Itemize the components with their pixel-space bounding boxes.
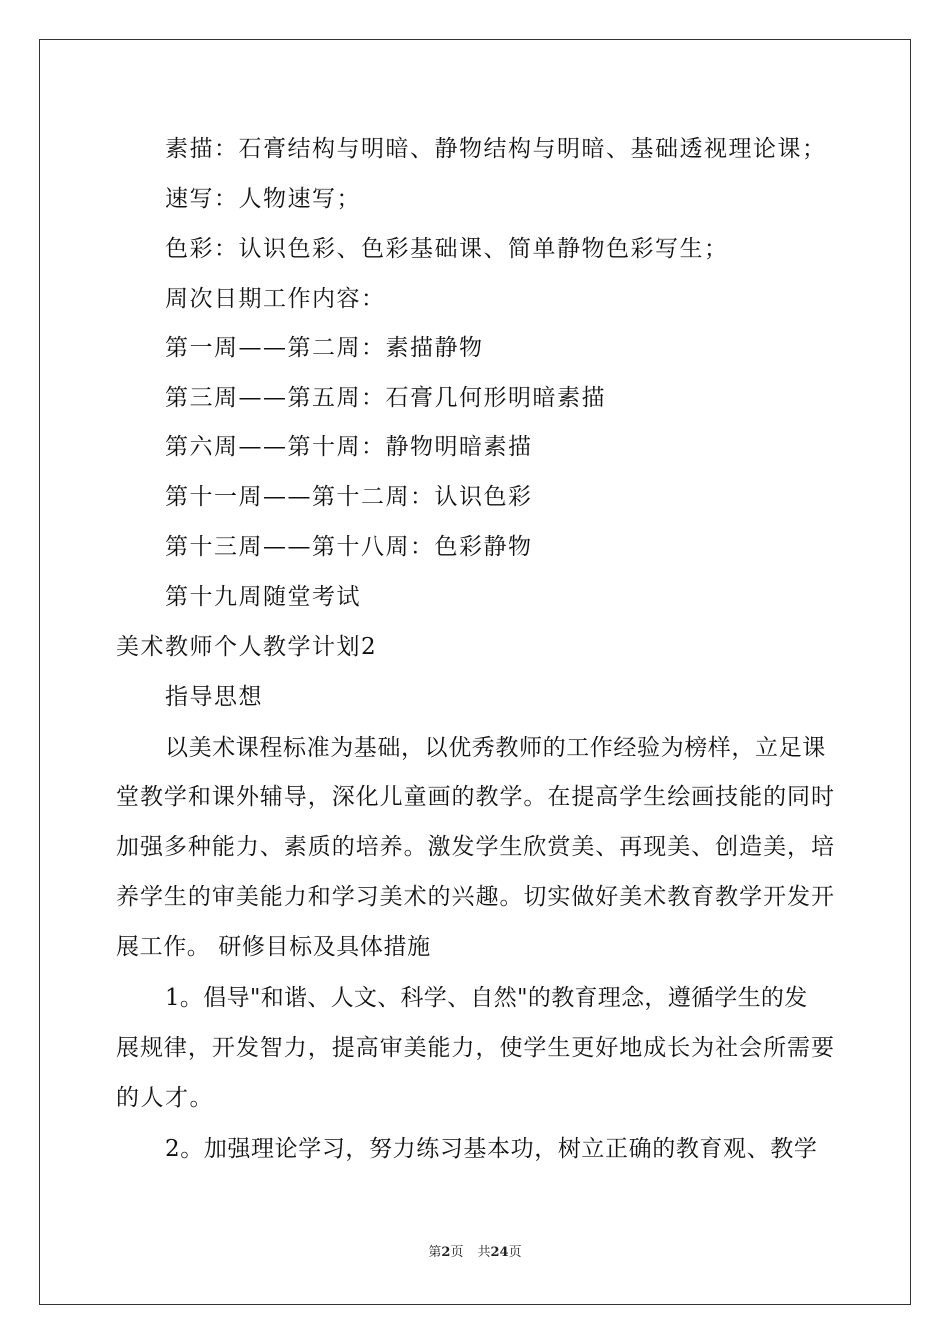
total-prefix: 共 <box>477 1245 491 1260</box>
text-line: 第十九周随堂考试 <box>165 584 361 610</box>
paragraph-line: 加强多种能力、素质的培养。激发学生欣赏美、再现美、创造美，培 <box>116 834 834 860</box>
page-prefix: 第 <box>428 1245 442 1260</box>
page-suffix: 页 <box>450 1245 464 1260</box>
paragraph-line: 以美术课程标准为基础，以优秀教师的工作经验为榜样，立足课 <box>165 735 826 761</box>
total-pages: 24 <box>490 1245 509 1260</box>
text-line: 第一周——第二周：素描静物 <box>165 335 484 361</box>
list-item-line: 2。加强理论学习，努力练习基本功，树立正确的教育观、教学 <box>165 1136 818 1162</box>
list-item-line: 1。倡导"和谐、人文、科学、自然"的教育理念，遵循学生的发 <box>165 985 808 1011</box>
list-item-line: 展规律，开发智力，提高审美能力，使学生更好地成长为社会所需要 <box>116 1035 834 1061</box>
text-line: 第十三周——第十八周：色彩静物 <box>165 534 533 560</box>
text-line: 周次日期工作内容： <box>165 286 386 312</box>
subheading: 指导思想 <box>165 684 263 710</box>
list-item-line: 的人才。 <box>116 1085 214 1111</box>
text-line: 第十一周——第十二周：认识色彩 <box>165 484 533 510</box>
text-line: 第六周——第十周：静物明暗素描 <box>165 434 533 460</box>
text-line: 速写：人物速写； <box>165 186 361 212</box>
text-line: 色彩：认识色彩、色彩基础课、简单静物色彩写生； <box>165 236 729 262</box>
section-title: 美术教师个人教学计划2 <box>116 634 378 660</box>
paragraph-line: 展工作。 研修目标及具体措施 <box>116 934 431 960</box>
page-footer <box>0 1245 950 1261</box>
paragraph-line: 堂教学和课外辅导，深化儿童画的教学。在提高学生绘画技能的同时 <box>116 784 834 810</box>
page-number: 2 <box>441 1245 451 1260</box>
text-line: 素描：石膏结构与明暗、静物结构与明暗、基础透视理论课； <box>165 136 827 162</box>
text-line: 第三周——第五周：石膏几何形明暗素描 <box>165 385 606 411</box>
page-border <box>39 39 911 1305</box>
total-suffix: 页 <box>508 1245 522 1260</box>
paragraph-line: 养学生的审美能力和学习美术的兴趣。切实做好美术教育教学开发开 <box>116 884 834 910</box>
